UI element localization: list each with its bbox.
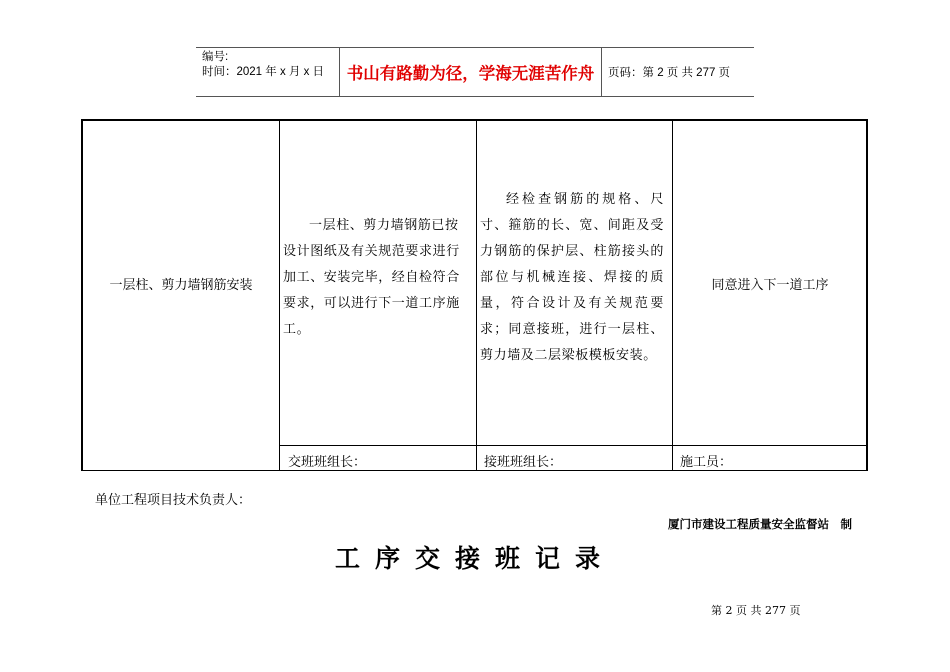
receiver-check-cell: 经检查钢筋的规格、尺寸、箍筋的长、宽、间距及受力钢筋的保护层、柱筋接头的部位与机械连接、焊接的质量，符合设计及有关规范要求；同意接班，进行一层柱、剪力墙及二层梁板模板安装。	[480, 192, 664, 363]
document-date: 时间：2021 年 x 月 x 日	[202, 66, 325, 78]
handover-content-cell: 一层柱、剪力墙钢筋已按设计图纸及有关规范要求进行加工、安装完毕，经自检符合要求，可以进行下一道工序施工。	[283, 218, 460, 337]
receiver-leader-label: 接班班组长：	[484, 455, 563, 470]
column-divider	[476, 121, 477, 470]
header-page-info: 页码：第 2 页 共 277 页	[608, 67, 731, 79]
page-header	[196, 47, 754, 97]
document-number-label: 编号:	[202, 51, 229, 63]
footer-row-divider	[279, 445, 866, 446]
constructor-label: 施工员：	[680, 455, 733, 470]
opinion-cell: 同意进入下一道工序	[711, 277, 829, 293]
column-divider	[672, 121, 673, 470]
page-number: 第 2 页 共 277 页	[711, 604, 801, 617]
header-motto: 书山有路勤为径，学海无涯苦作舟	[339, 48, 602, 96]
handover-leader-label: 交班班组长：	[288, 455, 367, 470]
header-left	[202, 50, 324, 80]
column-divider	[279, 121, 280, 470]
page-title: 工序交接班记录	[334, 544, 615, 573]
handover-table	[81, 119, 868, 471]
tech-leader-label: 单位工程项目技术负责人：	[95, 493, 252, 508]
issuer-label: 厦门市建设工程质量安全监督站 制	[668, 517, 852, 531]
work-item-cell: 一层柱、剪力墙钢筋安装	[109, 277, 253, 293]
